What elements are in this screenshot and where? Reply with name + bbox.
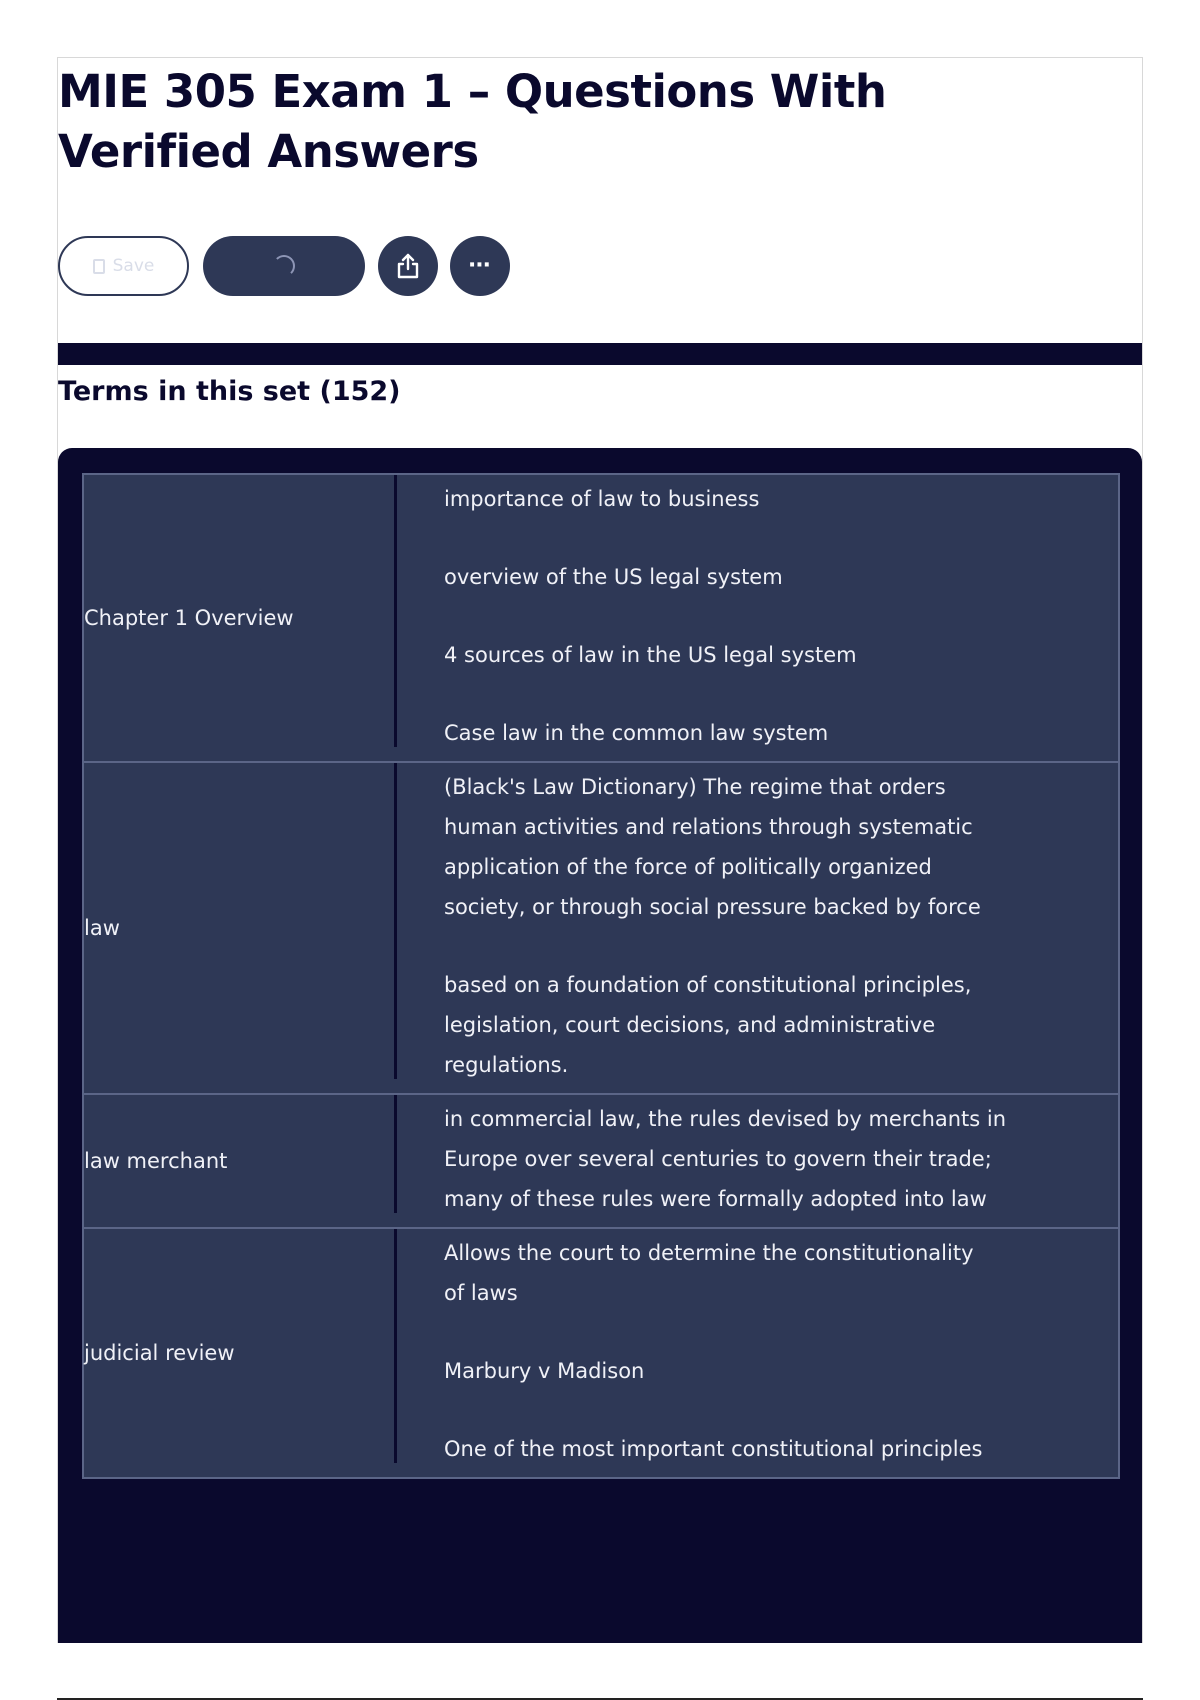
definition-line <box>444 597 1098 635</box>
term-row[interactable] <box>84 475 1118 761</box>
save-button-label: Save <box>112 256 155 276</box>
page-frame <box>57 57 1143 1643</box>
definition-line: Europe over several centuries to govern their trade; <box>444 1147 992 1171</box>
definition-line <box>444 519 1098 557</box>
definition-line: One of the most important constitutional principles <box>444 1437 983 1461</box>
definition-line: importance of law to business <box>444 487 760 511</box>
definition-line: Marbury v Madison <box>444 1359 645 1383</box>
term-row[interactable] <box>84 761 1118 1093</box>
definition-line: of laws <box>444 1281 518 1305</box>
definition-line: regulations. <box>444 1053 569 1077</box>
section-divider <box>58 343 1142 365</box>
definition-line: overview of the US legal system <box>444 565 783 589</box>
definition-line <box>444 675 1098 713</box>
definition-line: human activities and relations through systematic <box>444 815 973 839</box>
term-text: Chapter 1 Overview <box>84 606 294 630</box>
definition-line: application of the force of politically organized <box>444 855 932 879</box>
page-title: MIE 305 Exam 1 – Questions With Verified Answers <box>58 65 887 178</box>
term-row[interactable] <box>84 1093 1118 1227</box>
terms-count-heading: Terms in this set (152) <box>58 376 401 407</box>
definition-text <box>397 475 1118 761</box>
definition-text <box>397 1229 1118 1477</box>
terms-table <box>82 473 1120 1479</box>
definition-line: Case law in the common law system <box>444 721 829 745</box>
definition-line: legislation, court decisions, and administrative <box>444 1013 936 1037</box>
more-options-button[interactable] <box>450 236 510 296</box>
definition-line: (Black's Law Dictionary) The regime that orders <box>444 775 946 799</box>
definition-line: society, or through social pressure backed by force <box>444 895 981 919</box>
bookmark-icon <box>93 259 105 274</box>
definition-line <box>444 1313 1098 1351</box>
study-button-loading[interactable] <box>203 236 365 296</box>
terms-panel <box>58 448 1142 1643</box>
term-text: judicial review <box>84 1341 235 1365</box>
definition-line: many of these rules were formally adopted into law <box>444 1187 987 1211</box>
definition-line: based on a foundation of constitutional principles, <box>444 973 972 997</box>
definition-line: in commercial law, the rules devised by merchants in <box>444 1107 1007 1131</box>
term-row[interactable] <box>84 1227 1118 1477</box>
loading-spinner-icon <box>273 255 295 277</box>
definition-line <box>444 927 1098 965</box>
definition-text <box>397 763 1118 1093</box>
definition-line: 4 sources of law in the US legal system <box>444 643 857 667</box>
term-text: law merchant <box>84 1149 228 1173</box>
save-button[interactable] <box>58 236 189 296</box>
more-icon: ⋯ <box>468 253 492 278</box>
share-icon <box>395 252 421 280</box>
definition-text <box>397 1095 1118 1227</box>
definition-line: Allows the court to determine the constitutionality <box>444 1241 974 1265</box>
share-button[interactable] <box>378 236 438 296</box>
term-text: law <box>84 916 120 940</box>
definition-line <box>444 1391 1098 1429</box>
